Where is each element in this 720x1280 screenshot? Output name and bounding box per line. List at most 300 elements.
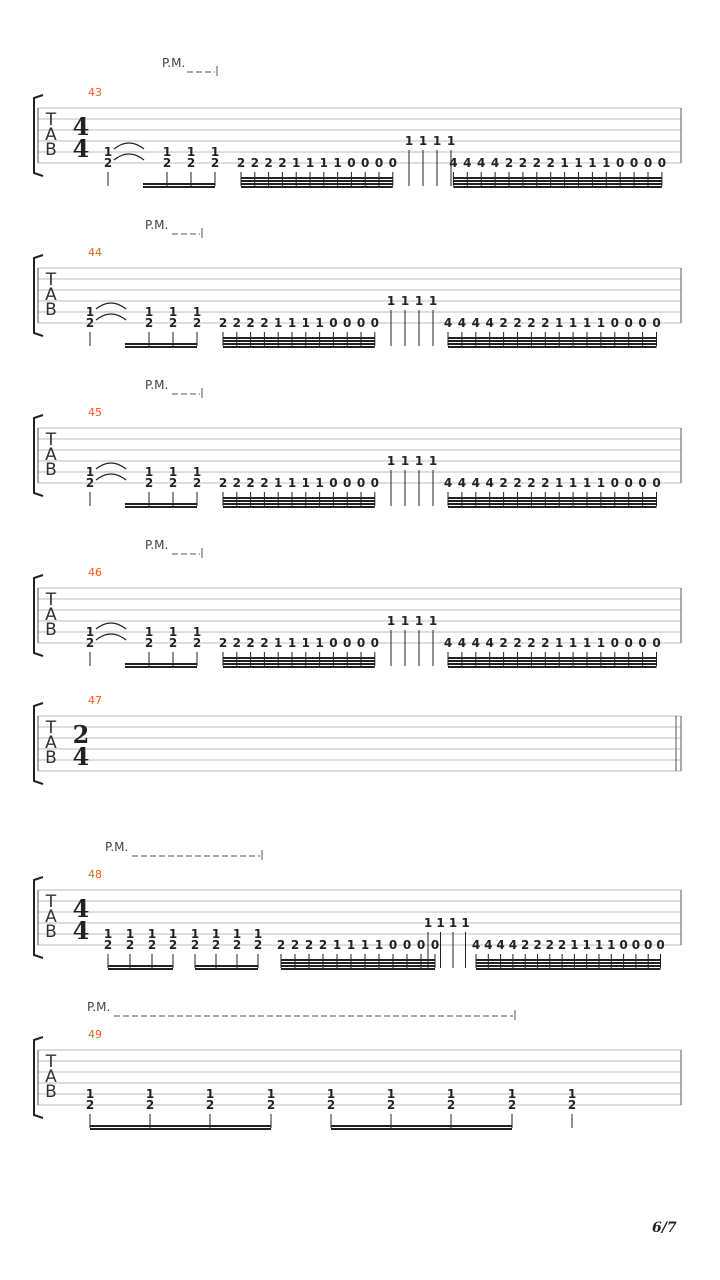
- fret-number: 4: [496, 938, 505, 952]
- fret-number: 1: [301, 316, 310, 330]
- beam-line: [108, 968, 173, 970]
- tab-clef-letter: A: [45, 907, 57, 927]
- fret-number: 4: [490, 156, 500, 170]
- tab-clef-letter: A: [45, 1067, 57, 1087]
- beam-line: [241, 180, 393, 182]
- fret-number: 1: [266, 1087, 276, 1101]
- tab-clef-letter: T: [45, 892, 57, 912]
- tab-system-bar-46: [34, 538, 681, 668]
- fret-number: 0: [619, 938, 628, 952]
- fret-number: 1: [210, 145, 220, 159]
- fret-number: 2: [85, 476, 95, 490]
- fret-number: 2: [532, 156, 541, 170]
- fret-number: 1: [602, 156, 611, 170]
- beam-line: [448, 657, 657, 659]
- fret-number: 2: [168, 316, 178, 330]
- fret-number: 1: [582, 938, 591, 952]
- fret-number: 1: [305, 156, 315, 170]
- fret-number: 4: [485, 316, 494, 330]
- fret-number: 2: [246, 476, 255, 490]
- fret-number: 1: [192, 625, 202, 639]
- fret-number: 2: [518, 156, 528, 170]
- fret-number: 0: [370, 636, 379, 650]
- fret-number: 2: [318, 938, 328, 952]
- beam-line: [241, 186, 393, 188]
- fret-number: 1: [555, 476, 564, 490]
- power-chord: [212, 927, 220, 968]
- fret-number: 1: [568, 636, 578, 650]
- beam-line: [223, 666, 375, 668]
- beam-line: [331, 1128, 512, 1130]
- fret-number: 2: [168, 476, 178, 490]
- fret-number: 2: [103, 938, 113, 952]
- fret-number: 1: [274, 476, 283, 490]
- fret-number: 2: [168, 938, 178, 952]
- power-chord: [387, 1087, 395, 1128]
- fret-number: 1: [287, 316, 297, 330]
- fret-number: 2: [85, 316, 95, 330]
- fret-number: 1: [274, 636, 283, 650]
- beam-line: [195, 968, 258, 970]
- fret-number: 1: [588, 156, 597, 170]
- beam-line: [448, 340, 657, 342]
- beam-line: [223, 657, 375, 659]
- fret-number: 4: [484, 938, 493, 952]
- power-chord: [163, 145, 171, 186]
- beam-line: [476, 959, 661, 961]
- tab-clef-letter: A: [45, 285, 57, 305]
- fret-number: 2: [513, 476, 522, 490]
- fret-number: 2: [145, 1098, 155, 1112]
- beam-line: [125, 503, 197, 505]
- fret-number: 2: [103, 156, 113, 170]
- fret-number: 1: [168, 465, 178, 479]
- fret-number: 0: [624, 316, 633, 330]
- fret-number: 1: [414, 614, 424, 628]
- beam-line: [90, 1125, 271, 1127]
- tie-arc: [96, 474, 126, 480]
- fret-number: 0: [430, 938, 440, 952]
- fret-number: 1: [428, 294, 438, 308]
- fret-number: 1: [582, 476, 592, 490]
- fret-number: 1: [144, 305, 154, 319]
- fret-number: 2: [507, 1098, 517, 1112]
- fret-number: 1: [147, 927, 157, 941]
- fret-number: 1: [125, 927, 135, 941]
- fret-number: 1: [596, 636, 606, 650]
- tab-clef-letter: B: [45, 140, 57, 160]
- fret-number: 0: [329, 476, 338, 490]
- fret-number: 1: [582, 316, 592, 330]
- power-chord: [169, 465, 177, 506]
- beam-line: [448, 346, 657, 348]
- fret-number: 1: [404, 134, 414, 148]
- fret-number: 4: [443, 476, 453, 490]
- time-signature-denominator: 4: [72, 742, 90, 771]
- fret-number: 2: [545, 938, 554, 952]
- fret-number: 2: [232, 476, 241, 490]
- bar-number: 45: [88, 406, 102, 419]
- fret-number: 4: [485, 636, 494, 650]
- fret-number: 1: [607, 938, 616, 952]
- fret-number: 0: [356, 476, 366, 490]
- power-chord: [187, 145, 195, 186]
- beam-line: [223, 500, 375, 502]
- beam-line: [125, 663, 197, 665]
- fret-number: 2: [85, 636, 95, 650]
- fret-number: 2: [326, 1098, 336, 1112]
- fret-number: 1: [555, 636, 564, 650]
- fret-number: 0: [629, 156, 639, 170]
- fret-number: 2: [290, 938, 300, 952]
- fret-number: 1: [315, 476, 324, 490]
- fret-number: 1: [85, 1087, 95, 1101]
- fret-number: 1: [85, 305, 95, 319]
- power-chord: [447, 1087, 455, 1128]
- fret-number: 0: [638, 636, 647, 650]
- beam-line: [223, 506, 375, 508]
- fret-number: 4: [443, 316, 453, 330]
- fret-number: 1: [253, 927, 263, 941]
- fret-number: 0: [374, 156, 384, 170]
- power-chord: [148, 927, 156, 968]
- fret-number: 0: [652, 316, 661, 330]
- fret-number: 1: [400, 614, 410, 628]
- fret-number: 1: [428, 614, 438, 628]
- fret-number: 1: [144, 625, 154, 639]
- fret-number: 2: [521, 938, 530, 952]
- fret-number: 1: [346, 938, 356, 952]
- tab-clef-letter: B: [45, 300, 57, 320]
- time-signature-numerator: 2: [72, 720, 90, 749]
- fret-number: 0: [610, 316, 619, 330]
- fret-number: 2: [504, 156, 514, 170]
- beam-line: [448, 506, 657, 508]
- time-signature-denominator: 4: [72, 134, 90, 163]
- beam-line: [281, 962, 435, 964]
- fret-number: 1: [186, 145, 196, 159]
- fret-number: 1: [555, 316, 564, 330]
- time-signature-denominator: 4: [72, 916, 90, 945]
- beam-line: [125, 343, 197, 345]
- fret-number: 0: [631, 938, 641, 952]
- fret-number: 0: [361, 156, 370, 170]
- fret-number: 2: [557, 938, 567, 952]
- beam-line: [223, 340, 375, 342]
- power-chord: [126, 927, 134, 968]
- fret-number: 4: [463, 156, 472, 170]
- fret-number: 2: [218, 476, 228, 490]
- power-chord: [211, 145, 219, 186]
- fret-number: 0: [610, 636, 619, 650]
- fret-number: 0: [343, 316, 352, 330]
- fret-number: 0: [356, 636, 366, 650]
- fret-number: 2: [232, 938, 242, 952]
- tab-system-bar-44: [34, 218, 681, 348]
- beam-line: [281, 968, 435, 970]
- fret-number: 1: [190, 927, 200, 941]
- fret-number: 2: [144, 476, 154, 490]
- fret-number: 2: [246, 636, 255, 650]
- power-chord: [169, 625, 177, 666]
- tab-clef-letter: B: [45, 460, 57, 480]
- fret-number: 1: [168, 305, 178, 319]
- fret-number: 2: [499, 476, 508, 490]
- fret-number: 2: [250, 156, 259, 170]
- fret-number: 1: [428, 454, 438, 468]
- fret-number: 0: [624, 476, 633, 490]
- beam-line: [448, 343, 657, 345]
- power-chord: [267, 1087, 275, 1128]
- fret-number: 2: [253, 938, 263, 952]
- fret-number: 1: [360, 938, 370, 952]
- fret-number: 0: [329, 316, 338, 330]
- fret-number: 0: [356, 316, 366, 330]
- fret-number: 0: [656, 938, 665, 952]
- fret-number: 1: [567, 1087, 577, 1101]
- fret-number: 1: [568, 476, 578, 490]
- power-chord: [191, 927, 199, 968]
- fret-number: 0: [657, 156, 667, 170]
- beam-line: [448, 666, 657, 668]
- tie-arc: [96, 303, 126, 309]
- fret-number: 2: [125, 938, 135, 952]
- fret-number: 1: [446, 134, 456, 148]
- beam-line: [448, 497, 657, 499]
- tab-clef-letter: A: [45, 445, 57, 465]
- fret-number: 1: [168, 625, 178, 639]
- fret-number: 4: [471, 316, 480, 330]
- fret-number: 0: [343, 476, 352, 490]
- beam-line: [125, 666, 197, 668]
- fret-number: 2: [211, 938, 221, 952]
- fret-number: 1: [145, 1087, 155, 1101]
- palm-mute-label: P.M.: [145, 218, 169, 232]
- fret-number: 1: [301, 636, 310, 650]
- fret-number: 0: [416, 938, 426, 952]
- fret-number: 1: [596, 476, 606, 490]
- fret-number: 1: [301, 476, 310, 490]
- palm-mute-label: P.M.: [105, 840, 129, 854]
- beam-line: [476, 965, 661, 967]
- fret-number: 1: [292, 156, 301, 170]
- power-chord: [193, 465, 201, 506]
- power-chord: [568, 1087, 576, 1128]
- beam-line: [476, 968, 661, 970]
- page-number: 6/7: [652, 1220, 677, 1236]
- power-chord: [254, 927, 262, 968]
- fret-number: 1: [192, 305, 202, 319]
- fret-number: 4: [471, 476, 480, 490]
- power-chord: [193, 305, 201, 346]
- fret-number: 1: [374, 938, 384, 952]
- fret-number: 2: [546, 156, 555, 170]
- fret-number: 4: [457, 476, 467, 490]
- fret-number: 4: [449, 156, 458, 170]
- fret-number: 2: [192, 316, 202, 330]
- fret-number: 1: [85, 625, 95, 639]
- fret-number: 0: [652, 476, 661, 490]
- fret-number: 1: [333, 156, 342, 170]
- palm-mute-label: P.M.: [145, 378, 169, 392]
- fret-number: 1: [315, 636, 324, 650]
- fret-number: 0: [329, 636, 338, 650]
- fret-number: 2: [218, 316, 228, 330]
- fret-number: 2: [186, 156, 196, 170]
- fret-number: 0: [370, 316, 379, 330]
- fret-number: 4: [471, 938, 481, 952]
- fret-number: 1: [386, 614, 396, 628]
- fret-number: 4: [477, 156, 486, 170]
- fret-number: 2: [232, 316, 241, 330]
- fret-number: 1: [287, 636, 297, 650]
- fret-number: 0: [643, 156, 653, 170]
- fret-number: 1: [423, 916, 433, 930]
- fret-number: 1: [103, 927, 113, 941]
- fret-number: 0: [610, 476, 619, 490]
- beam-line: [223, 343, 375, 345]
- fret-number: 2: [205, 1098, 215, 1112]
- fret-number: 0: [624, 636, 633, 650]
- beam-line: [223, 663, 375, 665]
- fret-number: 1: [315, 316, 324, 330]
- beam-line: [448, 503, 657, 505]
- fret-number: 1: [594, 938, 604, 952]
- fret-number: 2: [567, 1098, 577, 1112]
- fret-number: 1: [274, 316, 283, 330]
- fret-number: 1: [568, 316, 578, 330]
- power-chord: [327, 1087, 335, 1128]
- fret-number: 1: [582, 636, 592, 650]
- fret-number: 1: [205, 1087, 215, 1101]
- beam-line: [241, 177, 393, 179]
- fret-number: 1: [85, 465, 95, 479]
- fret-number: 1: [418, 134, 428, 148]
- tab-clef-letter: A: [45, 733, 57, 753]
- fret-number: 2: [260, 476, 269, 490]
- fret-number: 2: [276, 938, 286, 952]
- power-chord: [169, 927, 177, 968]
- fret-number: 1: [168, 927, 178, 941]
- tab-clef-letter: T: [45, 1052, 57, 1072]
- fret-number: 2: [85, 1098, 95, 1112]
- power-chord: [145, 465, 153, 506]
- power-chord: [193, 625, 201, 666]
- fret-number: 2: [527, 636, 536, 650]
- fret-number: 2: [513, 636, 522, 650]
- fret-number: 1: [144, 465, 154, 479]
- beam-line: [223, 497, 375, 499]
- fret-number: 2: [513, 316, 522, 330]
- tab-clef-letter: T: [45, 590, 57, 610]
- beam-line: [448, 337, 657, 339]
- fret-number: 0: [638, 476, 647, 490]
- fret-number: 1: [400, 294, 410, 308]
- time-signature-numerator: 4: [72, 112, 90, 141]
- fret-number: 0: [402, 938, 412, 952]
- tab-clef-letter: T: [45, 270, 57, 290]
- fret-number: 2: [527, 476, 536, 490]
- fret-number: 4: [485, 476, 494, 490]
- power-chord: [145, 305, 153, 346]
- bar-number: 46: [88, 566, 102, 579]
- fret-number: 2: [541, 476, 550, 490]
- fret-number: 1: [560, 156, 569, 170]
- power-chord: [206, 1087, 214, 1128]
- tab-system-bar-48: [34, 840, 681, 970]
- bar-number: 49: [88, 1028, 102, 1041]
- fret-number: 2: [499, 636, 508, 650]
- power-chord: [508, 1087, 516, 1128]
- fret-number: 1: [414, 294, 424, 308]
- fret-number: 4: [508, 938, 518, 952]
- tab-clef-letter: B: [45, 620, 57, 640]
- beam-line: [241, 183, 393, 185]
- fret-number: 1: [596, 316, 606, 330]
- beam-line: [448, 660, 657, 662]
- fret-number: 1: [211, 927, 221, 941]
- tab-clef-letter: T: [45, 110, 57, 130]
- fret-number: 4: [443, 636, 453, 650]
- fret-number: 2: [232, 636, 241, 650]
- fret-number: 2: [144, 636, 154, 650]
- fret-number: 2: [210, 156, 220, 170]
- power-chord: [145, 625, 153, 666]
- fret-number: 1: [446, 1087, 456, 1101]
- fret-number: 2: [260, 636, 269, 650]
- fret-number: 2: [162, 156, 172, 170]
- fret-number: 1: [448, 916, 458, 930]
- fret-number: 2: [278, 156, 287, 170]
- bar-number: 43: [88, 86, 102, 99]
- fret-number: 1: [319, 156, 328, 170]
- fret-number: 1: [326, 1087, 336, 1101]
- beam-line: [223, 346, 375, 348]
- beam-line: [476, 962, 661, 964]
- tie-arc: [96, 463, 126, 469]
- beam-line: [453, 177, 662, 179]
- fret-number: 1: [386, 1087, 396, 1101]
- fret-number: 0: [388, 156, 397, 170]
- fret-number: 1: [461, 916, 470, 930]
- power-chord: [104, 927, 112, 968]
- fret-number: 0: [652, 636, 661, 650]
- tab-system-bar-45: [34, 378, 681, 508]
- fret-number: 2: [386, 1098, 396, 1112]
- tab-system-bar-47: [34, 694, 681, 784]
- beam-line: [125, 346, 197, 348]
- time-signature-numerator: 4: [72, 894, 90, 923]
- fret-number: 1: [414, 454, 424, 468]
- fret-number: 2: [446, 1098, 456, 1112]
- tab-clef-letter: T: [45, 718, 57, 738]
- tab-clef-letter: B: [45, 1082, 57, 1102]
- fret-number: 1: [332, 938, 342, 952]
- fret-number: 2: [260, 316, 269, 330]
- palm-mute-label: P.M.: [162, 56, 186, 70]
- fret-number: 2: [246, 316, 255, 330]
- fret-number: 1: [400, 454, 410, 468]
- fret-number: 2: [533, 938, 542, 952]
- fret-number: 1: [386, 454, 396, 468]
- beam-line: [223, 660, 375, 662]
- power-chord: [169, 305, 177, 346]
- fret-number: 1: [287, 476, 297, 490]
- fret-number: 1: [570, 938, 579, 952]
- fret-number: 1: [507, 1087, 517, 1101]
- power-chord: [146, 1087, 154, 1128]
- tie-arc: [96, 314, 126, 320]
